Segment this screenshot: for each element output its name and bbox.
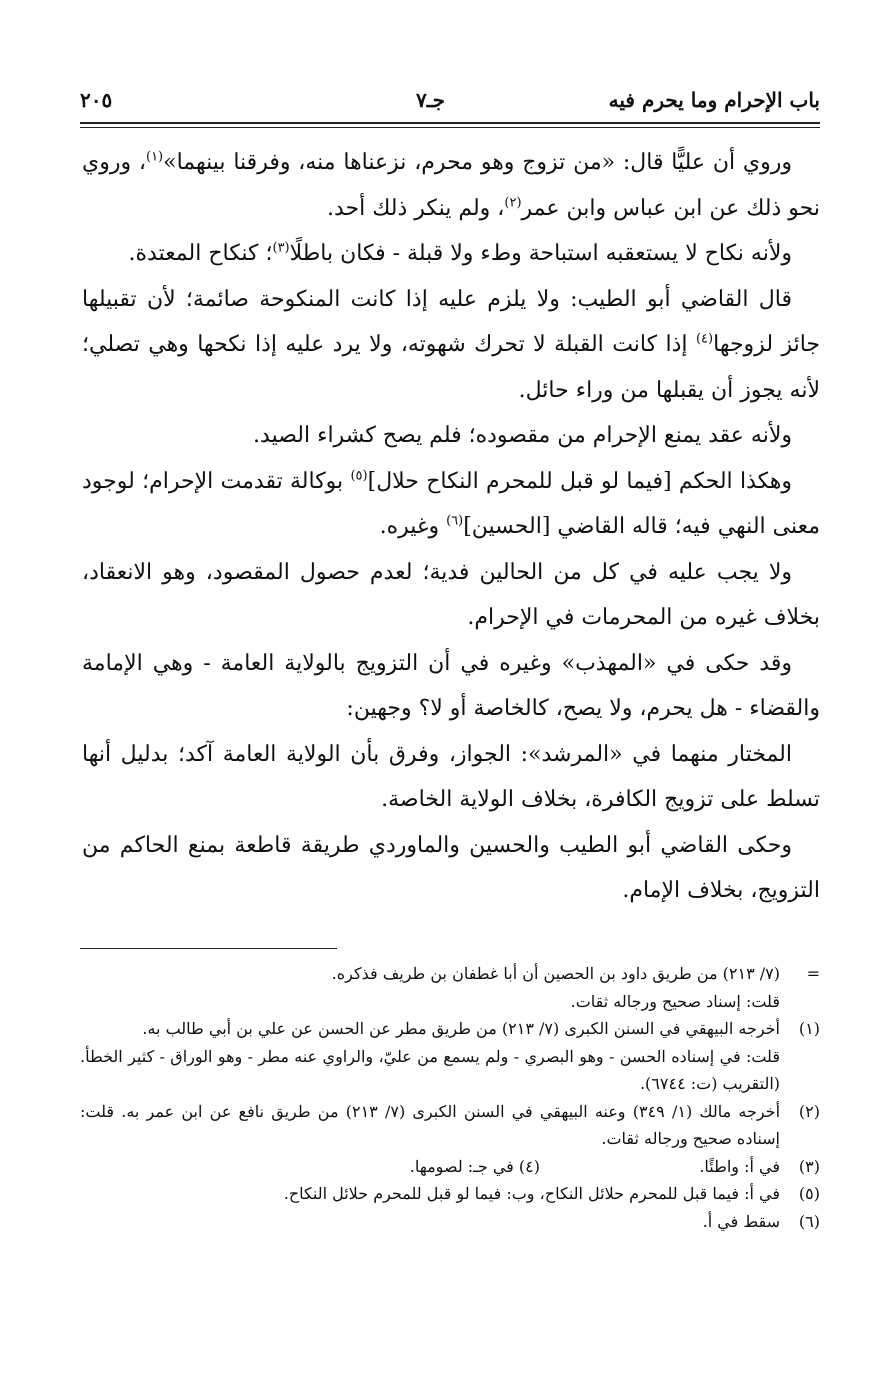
footnote-number: (١) (798, 1019, 820, 1038)
footnote-ref: (٦) (446, 513, 464, 529)
footnote-line: أخرجه البيهقي في السنن الكبرى (٧/ ٢١٣) من طريق مطر عن الحسن عن علي بن أبي طالب به. (142, 1019, 780, 1038)
footnote-item (80, 1180, 820, 1208)
footnotes (80, 960, 820, 1235)
text-run: ، وروي نحو ذلك عن ابن عباس وابن عمر (82, 150, 820, 221)
header-rule (80, 122, 820, 128)
text-run: وغيره. (379, 514, 447, 539)
text-run: قال القاضي أبو الطيب: ولا يلزم عليه إذا كانت المنكوحة صائمة؛ لأن تقبيلها جائز لزوجها (82, 286, 821, 357)
footnote-line: قلت: في إسناده الحسن - وهو البصري - ولم يسمع من عليّ، والراوي عنه مطر - وهو الوراق - كثير الخطأ. (التقريب (ت: ٦٧٤٤). (80, 1046, 780, 1093)
footnote-item (80, 1208, 820, 1236)
main-text (82, 140, 820, 914)
footnote-ref: (١) (145, 149, 164, 165)
paragraph: ولأنه عقد يمنع الإحرام من مقصوده؛ فلم يصح كشراء الصيد. (253, 423, 792, 448)
footnote-number: (٦) (798, 1211, 820, 1231)
chapter-title: باب الإحرام وما يحرم فيه (608, 88, 820, 112)
footnote-line: قلت: إسناد صحيح ورجاله ثقات. (570, 991, 780, 1011)
paragraph: ولا يجب عليه في كل من الحالين فدية؛ لعدم حصول المقصود، وهو الانعقاد، بخلاف غيره من المحرمات في الإحرام. (82, 559, 820, 630)
paragraph: وحكى القاضي أبو الطيب والحسين والماوردي طريقة قاطعة بمنع الحاكم من التزويج، بخلاف الإمام. (82, 832, 820, 903)
text-run: وهكذا الحكم [فيما لو قبل للمحرم النكاح حلال] (367, 468, 792, 494)
footnote-line: أخرجه مالك (١/ ٣٤٩) وعنه البيهقي في السنن الكبرى (٧/ ٢١٣) من طريق نافع عن ابن عمر به. قلت: إسناده صحيح ورجاله ثقات. (80, 1101, 781, 1148)
footnote-ref: (٣) (272, 240, 290, 256)
footnote-line: سقط في أ. (702, 1211, 780, 1231)
footnote-text: في أ: واطئًا. (699, 1156, 780, 1176)
paragraph (82, 459, 820, 550)
text-run: بوكالة تقدمت الإحرام؛ لوجود معنى النهي فيه؛ قاله القاضي [الحسين] (82, 468, 820, 539)
footnote-item (80, 960, 820, 1015)
text-run: ولأنه نكاح لا يستعقبه استباحة وطء ولا قبلة - فكان باطلًا (289, 241, 792, 266)
footnote-line: (٧/ ٢١٣) من طريق داود بن الحصين أن أبا غطفان بن طريف فذكره. (331, 964, 780, 983)
footnote-ref: (٥) (350, 468, 368, 484)
paragraph (82, 140, 820, 231)
text-run: ؛ كنكاح المعتدة. (128, 241, 273, 266)
footnote-ref: (٤) (695, 331, 714, 347)
footnote-number: (٣) (798, 1156, 820, 1176)
running-header (80, 84, 820, 116)
text-run: ، ولم ينكر ذلك أحد. (327, 195, 505, 221)
text-run: إذا كانت القبلة لا تحرك شهوته، ولا يرد عليه إذا نكحها وهي تصلي؛ لأنه يجوز أن يقبلها من وراء حائل. (82, 332, 820, 403)
footnote-ref: (٢) (504, 195, 522, 211)
paragraph (82, 231, 820, 277)
volume-label: جـ٧ (416, 88, 445, 112)
footnote-number: (٤) (518, 1156, 540, 1176)
footnote-item (80, 1098, 820, 1153)
footnote-rule (80, 948, 337, 949)
footnote-number: (٥) (798, 1184, 820, 1203)
footnote-text: في جـ: لصومها. (409, 1156, 514, 1176)
footnote-line (80, 1153, 780, 1181)
footnote-item (80, 1153, 820, 1181)
paragraph (82, 277, 820, 414)
footnote-item (80, 1015, 820, 1098)
footnote-number: (٢) (798, 1101, 820, 1121)
footnote-number: = (806, 964, 820, 983)
text-run: وروي أن عليًّا قال: «من تزوج وهو محرم، نزعناها منه، وفرقنا بينهما» (163, 150, 792, 175)
paragraph: المختار منهما في «المرشد»: الجواز، وفرق بأن الولاية العامة آكد؛ بدليل أنها تسلط على تزويج الكافرة، بخلاف الولاية الخاصة. (82, 741, 820, 812)
page-number: ٢٠٥ (80, 88, 113, 112)
paragraph: وقد حكى في «المهذب» وغيره في أن التزويج بالولاية العامة - وهي الإمامة والقضاء - هل يحرم، ولا يصح، كالخاصة أو لا؟ وجهين: (82, 650, 820, 721)
footnote-line: في أ: فيما قبل للمحرم حلائل النكاح، وب: فيما لو قبل للمحرم حلائل النكاح. (283, 1184, 780, 1203)
